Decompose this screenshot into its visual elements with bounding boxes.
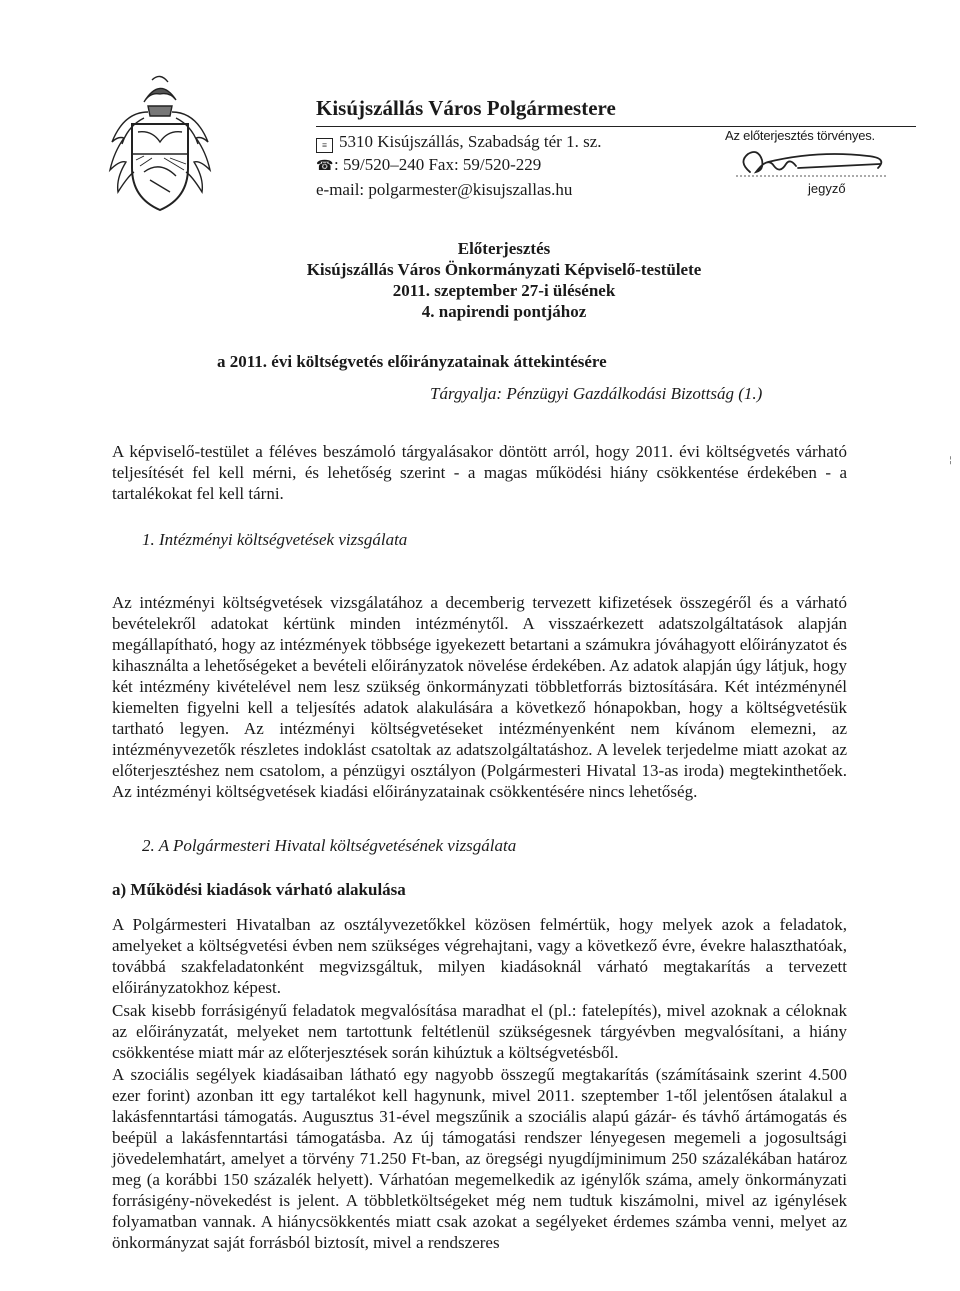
address-text: 5310 Kisújszállás, Szabadság tér 1. sz. [339, 132, 602, 151]
organization-name: Kisújszállás Város Polgármestere [316, 96, 616, 120]
subsection-a-paragraph-3: A szociális segélyek kiadásaiban látható egy nagyobb összegű megtakarítás (számításaink szerint 4.500 ezer forint) azonban itt egy tartalékot kell hagynunk, mivel 2011. szeptember 1-től jelentősen átalakul a lakásfenntartási támogatás. Augusztus 31-ével megszűnik a szociális alapú gázár- és távhő ártámogatás és beépül a lakásfenntartási támogatásba. Az új támogatási rendszer lényegesen megemeli a jogosultsági jövedelemhatárt, amelyet a törvény 71.250 Ft-ban, az öregségi nyugdíjminimum 250 százalékában határoz meg (a korábbi 150 százalék helyett). Várhatóan megemelkedik az igénylők száma, amely önkormányzati forrásigény-növekedést is jelent. A többletköltségeket még nem tudtuk kiszámolni, mivel az igénylések folyamatban vannak. A hiánycsökkentés miatt csak azokat a segélyeket érdemes számba venni, melyet az önkormányzat saját forrásból biztosít, mivel a rendszeres [112, 1065, 847, 1252]
coat-of-arms-icon [104, 72, 216, 222]
title-line-3: 2011. szeptember 27-i ülésének [392, 281, 616, 300]
phone-icon: ☎ [316, 159, 334, 174]
intro-paragraph: A képviselő-testület a féléves beszámoló tárgyalásakor döntött arról, hogy 2011. évi költségvetés várható teljesítését fel kell mérni, és lehetőség szerint - a magas működési hiány csökkentése érdekében - a tartalékokat fel kell tárni. [112, 442, 847, 503]
title-line-2: Kisújszállás Város Önkormányzati Képviselő-testülete [306, 260, 702, 279]
letterhead-contact [316, 130, 602, 201]
phone-line [316, 153, 602, 178]
subsection-a-heading: a) Működési kiadások várható alakulása [112, 880, 406, 899]
address-line [316, 130, 602, 153]
handwritten-signature [728, 142, 908, 182]
section-1-heading: 1. Intézményi költségvetések vizsgálata [142, 530, 408, 549]
title-line-1: Előterjesztés [457, 239, 551, 258]
section-2-heading: 2. A Polgármesteri Hivatal költségvetésének vizsgálata [142, 836, 517, 855]
email-text: e-mail: polgarmester@kisujszallas.hu [316, 180, 573, 199]
subsection-a-paragraph-2: Csak kisebb forrásigényű feladatok megvalósítása maradhat el (pl.: fatelepítés), mivel azoknak a céloknak az előirányzatát, melyeket nem tartottunk feltétlenül szükségesnek tárgyévben megvalósítani, a hiány csökkentése miatt már az előterjesztések során kihúztuk a költségvetésből. [112, 1001, 847, 1062]
phone-fax-text: : 59/520–240 Fax: 59/520-229 [334, 155, 542, 174]
document-title-block [0, 238, 960, 322]
section-1-text: Az intézményi költségvetések vizsgálatához a decemberig tervezett kifizetések összegéről és a várható bevételekről adatokat kértünk minden intézménytől. A visszaérkezett adatszolgáltatások alapján megállapítható, hogy az intézmények többsége igyekezett betartani a számukra jóváhagyott előirányzatot és kihasználta a lehetőségeket a bevételi előirányzatok növelése érdekében. Az adatok alapján úgy látjuk, hogy két intézmény kivételével nem lesz szükség önkormányzati többletforrás biztosítására. Két intézménynél kiemelten figyelni kell a teljesítés adatok alakulására a következő hónapokban, hogy a költségvetésük tartható legyen. Az intézményi költségvetéseket intézményenként nem kívánom elemezni, az intézményvezetők részletes indoklást csatoltak az adatszolgáltatáshoz. A levelek terjedelme miatt azokat az előterjesztéshez nem csatolom, a pénzügyi osztályon (Polgármesteri Hivatal 13-as iroda) megtekinthetőek. Az intézményi költségvetések kiadási előirányzatainak csökkentésére nincs lehetőség. [112, 593, 847, 801]
subsection-a-paragraph-1: A Polgármesteri Hivatalban az osztályvezetőkkel közösen felmértük, hogy melyek azok a feladatok, amelyeket a költségvetési évben nem szükséges végrehajtani, vagy a következő évre, évekre halaszthatóak, továbbá szakfeladatonként megvizsgáltuk, milyen kiadásoknál várható megtakarítás a tervezett előirányzatokhoz képest. [112, 915, 847, 997]
signature-role: jegyző [808, 181, 846, 196]
header-divider [316, 126, 916, 127]
edge-mark: ╎ [948, 456, 953, 465]
legal-approval-note: Az előterjesztés törvényes. [725, 128, 875, 143]
mail-icon: ≡ [316, 138, 333, 153]
committee-line: Tárgyalja: Pénzügyi Gazdálkodási Bizottság (1.) [430, 384, 763, 403]
document-subject: a 2011. évi költségvetés előirányzatainak áttekintésére [217, 352, 607, 371]
title-line-4: 4. napirendi pontjához [421, 302, 587, 321]
